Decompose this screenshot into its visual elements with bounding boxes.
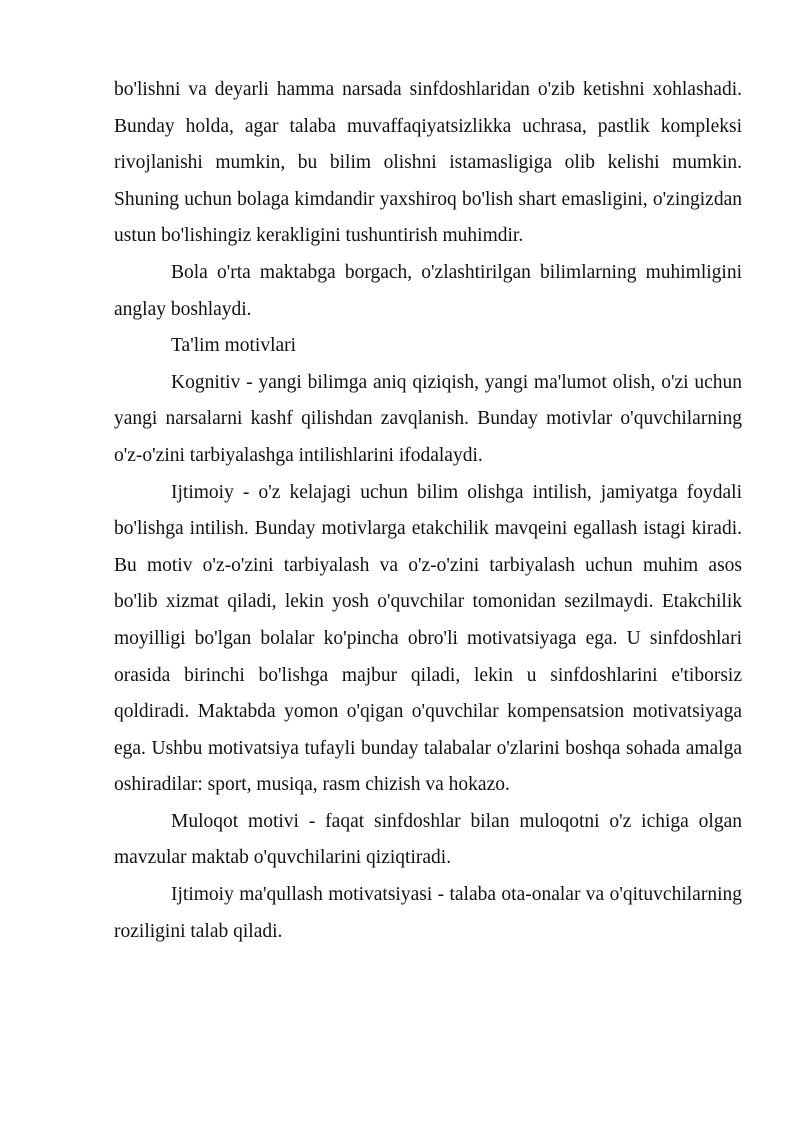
document-page — [114, 72, 742, 950]
paragraph-middle-school: Bola o'rta maktabga borgach, o'zlashtirilgan bilimlarning muhimligini anglay boshlaydi. — [114, 261, 742, 320]
section-heading-learning-motives: Ta'lim motivlari — [171, 335, 297, 357]
paragraph-cognitive-motive: Kognitiv - yangi bilimga aniq qiziqish, yangi ma'lumot olish, o'zi uchun yangi narsalarni kashf qilishdan zavqlanish. Bunday motivlar o'quvchilarning o'z-o'zini tarbiyalashga intilishlarini ifodalaydi. — [114, 371, 742, 466]
paragraph-social-approval-motive: Ijtimoiy ma'qullash motivatsiyasi - talaba ota-onalar va o'qituvchilarning roziligini talab qiladi. — [114, 884, 742, 942]
paragraph-continuation: bo'lishni va deyarli hamma narsada sinfdoshlaridan o'zib ketishni xohlashadi. Bunday holda, agar talaba muvaffaqiyatsizlikka uchrasa, pastlik kompleksi rivojlanishi mumkin, bu bilim olishni istamasligiga olib kelishi mumkin. Shuning uchun bolaga kimdandir yaxshiroq bo'lish shart emasligini, o'zingizdan ustun bo'lishingiz kerakligini tushuntirish muhimdir. — [114, 79, 742, 247]
paragraph-social-motive: Ijtimoiy - o'z kelajagi uchun bilim olishga intilish, jamiyatga foydali bo'lishga intilish. Bunday motivlarga etakchilik mavqeini egallash istagi kiradi. Bu motiv o'z-o'zini tarbiyalash va o'z-o'zini tarbiyalash uchun muhim asos bo'lib xizmat qiladi, lekin yosh o'quvchilar tomonidan sezilmaydi. Etakchilik moyilligi bo'lgan bolalar ko'pincha obro'li motivatsiyaga ega. U sinfdoshlari orasida birinchi bo'lishga majbur qiladi, lekin u sinfdoshlarini e'tiborsiz qoldiradi. Maktabda yomon o'qigan o'quvchilar kompensatsion motivatsiyaga ega. Ushbu motivatsiya tufayli bunday talabalar o'zlarini boshqa sohada amalga oshiradilar: sport, musiqa, rasm chizish va hokazo. — [114, 481, 742, 796]
paragraph-communication-motive: Muloqot motivi - faqat sinfdoshlar bilan muloqotni o'z ichiga olgan mavzular maktab o'quvchilarini qiziqtiradi. — [114, 810, 742, 869]
